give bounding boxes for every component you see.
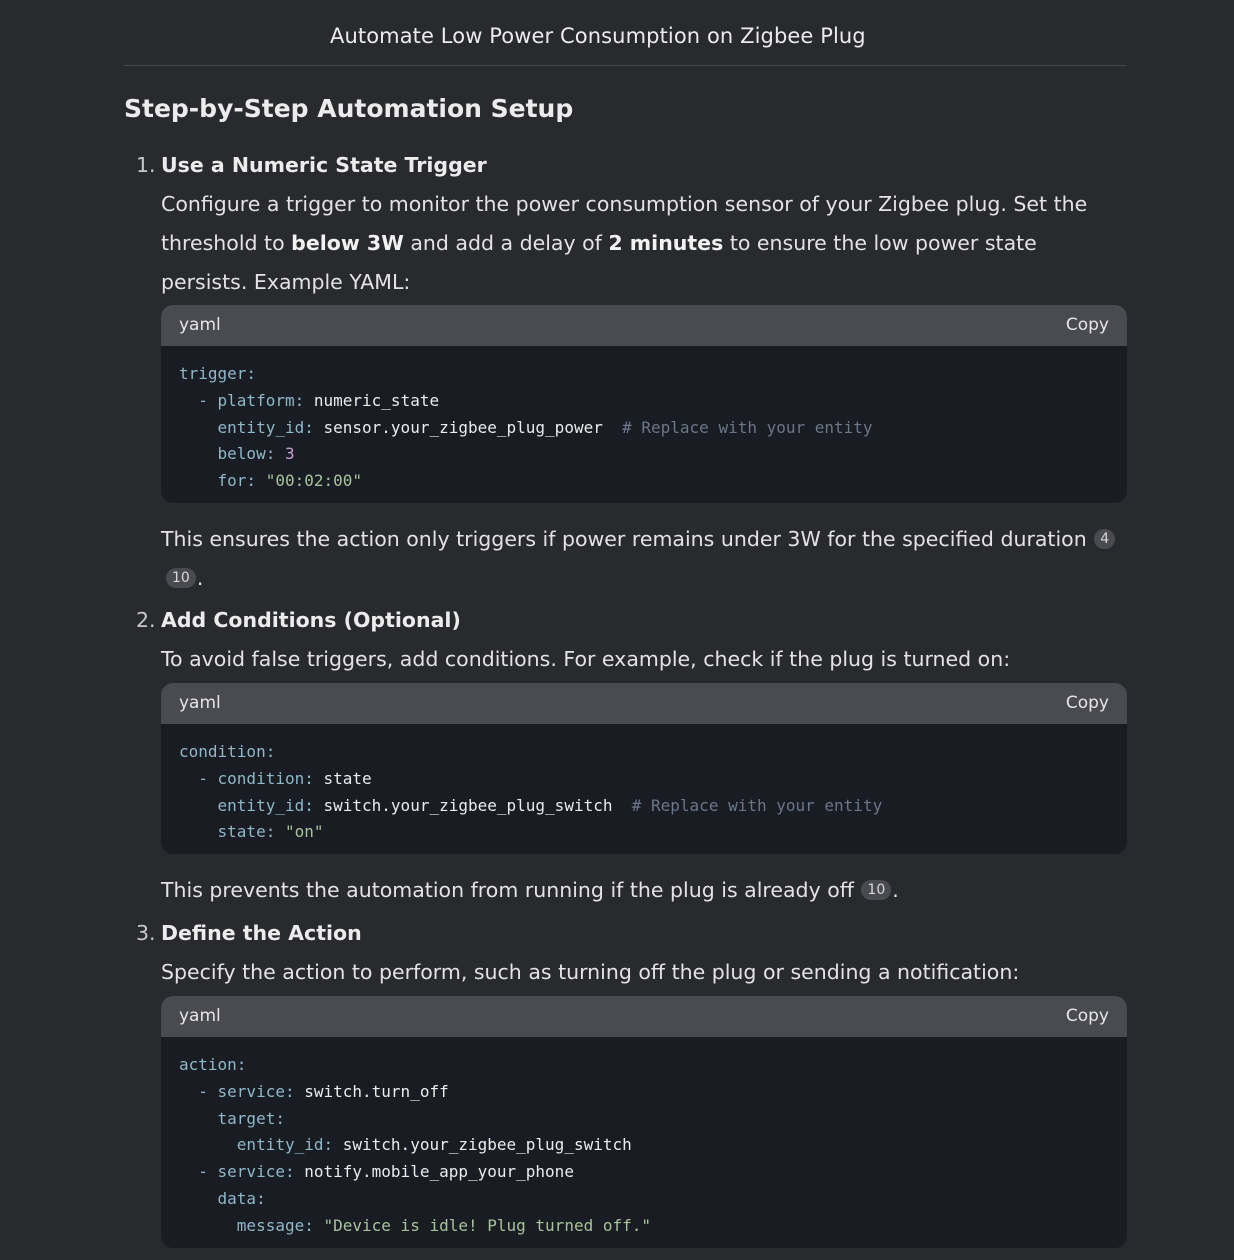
code-value: state <box>313 768 372 788</box>
code-key: data: <box>217 1188 266 1208</box>
code-content <box>161 346 1127 495</box>
code-key: entity_id: <box>236 1135 334 1155</box>
code-line <box>179 739 1109 766</box>
step-title: Use a Numeric State Trigger <box>161 153 487 177</box>
code-block-header <box>161 683 1127 724</box>
step-description: Specify the action to perform, such as turning off the plug or sending a notification: <box>161 960 1020 984</box>
code-value: switch.your_zigbee_plug_switch <box>313 795 613 815</box>
code-content <box>161 1037 1127 1240</box>
code-indent <box>179 1109 218 1128</box>
copy-code-button[interactable]: Copy <box>1065 693 1109 713</box>
bold-text: below 3W <box>291 231 404 255</box>
conversation-header <box>124 0 1127 66</box>
text-run: to ensure the low power state persists. Example YAML: <box>161 231 1037 294</box>
text-run: and add a delay of <box>403 231 609 255</box>
code-line <box>179 1052 1109 1079</box>
citation-badge[interactable]: 10 <box>861 880 891 900</box>
step-note <box>161 520 1127 598</box>
code-indent <box>179 1082 198 1101</box>
text-run: . <box>892 878 899 902</box>
step-title: Add Conditions (Optional) <box>161 608 461 632</box>
code-line <box>179 1079 1109 1106</box>
code-indent <box>179 796 218 815</box>
copy-code-button[interactable]: Copy <box>1065 315 1109 335</box>
code-comment: # Replace with your entity <box>612 795 883 815</box>
text-run: This prevents the automation from running if the plug is already off <box>161 878 854 902</box>
code-key: service: <box>217 1162 295 1182</box>
code-line <box>179 819 1109 846</box>
code-language-label: yaml <box>179 1006 221 1026</box>
code-value: "on" <box>275 822 324 842</box>
copy-code-button[interactable]: Copy <box>1065 1006 1109 1026</box>
code-key: message: <box>236 1215 314 1235</box>
text-run: This ensures the action only triggers if power remains under 3W for the specified duration <box>161 527 1087 551</box>
code-indent <box>179 1216 237 1235</box>
code-list-dash: - <box>198 1081 218 1101</box>
code-indent <box>179 769 198 788</box>
code-key: trigger: <box>179 364 257 383</box>
code-block-header <box>161 305 1127 346</box>
code-value: sensor.your_zigbee_plug_power <box>313 417 603 437</box>
code-key: action: <box>179 1055 247 1074</box>
code-block-header <box>161 996 1127 1037</box>
code-line <box>179 1186 1109 1213</box>
code-block <box>161 305 1127 503</box>
code-indent <box>179 391 198 410</box>
text-run: Configure a trigger to monitor the power consumption sensor of your Zigbee plug. Set the threshold to <box>161 192 1088 255</box>
code-line <box>179 1159 1109 1186</box>
code-indent <box>179 471 218 490</box>
code-key: platform: <box>217 390 305 410</box>
code-value: "Device is idle! Plug turned off." <box>313 1215 652 1235</box>
code-block <box>161 683 1127 854</box>
code-key: condition: <box>217 768 314 788</box>
code-line <box>179 1132 1109 1159</box>
bold-text: 2 minutes <box>608 231 724 255</box>
code-value: numeric_state <box>304 390 440 410</box>
section-heading: Step-by-Step Automation Setup <box>124 94 574 123</box>
code-indent <box>179 1189 218 1208</box>
code-key: below: <box>217 444 276 464</box>
code-indent <box>179 444 218 463</box>
code-key: target: <box>217 1108 285 1128</box>
step-description: To avoid false triggers, add conditions. For example, check if the plug is turned on: <box>161 647 1011 671</box>
code-key: for: <box>217 471 257 491</box>
text-run: . <box>196 566 204 590</box>
step-number: 2. <box>136 608 156 632</box>
code-key: state: <box>217 822 276 842</box>
step-number: 1. <box>136 153 156 177</box>
conversation-title: Automate Low Power Consumption on Zigbee Plug <box>330 24 866 48</box>
code-value: switch.your_zigbee_plug_switch <box>333 1135 632 1155</box>
code-list-dash: - <box>198 768 218 788</box>
code-block <box>161 996 1127 1248</box>
code-value: notify.mobile_app_your_phone <box>294 1162 574 1182</box>
code-line <box>179 441 1109 468</box>
code-line <box>179 415 1109 442</box>
citation-badge[interactable]: 10 <box>166 568 196 588</box>
code-language-label: yaml <box>179 693 221 713</box>
citation-badge[interactable]: 4 <box>1094 529 1115 549</box>
code-key: condition: <box>179 742 276 761</box>
code-value: 3 <box>275 444 295 464</box>
code-indent <box>179 1135 237 1154</box>
code-line <box>179 793 1109 820</box>
code-line <box>179 1106 1109 1133</box>
code-value: "00:02:00" <box>256 471 363 491</box>
code-key: service: <box>217 1081 295 1101</box>
code-list-dash: - <box>198 390 218 410</box>
code-comment: # Replace with your entity <box>602 417 873 437</box>
code-value: switch.turn_off <box>294 1081 449 1101</box>
step-number: 3. <box>136 921 156 945</box>
code-indent <box>179 1162 198 1181</box>
code-content <box>161 724 1127 846</box>
step-note <box>161 871 1127 910</box>
step-description <box>161 185 1127 302</box>
code-language-label: yaml <box>179 315 221 335</box>
code-key: entity_id: <box>217 795 314 815</box>
code-indent <box>179 822 218 841</box>
code-line <box>179 468 1109 495</box>
code-key: entity_id: <box>217 417 314 437</box>
code-line <box>179 388 1109 415</box>
code-line <box>179 766 1109 793</box>
code-list-dash: - <box>198 1162 218 1182</box>
code-indent <box>179 418 218 437</box>
step-title: Define the Action <box>161 921 362 945</box>
code-line <box>179 1213 1109 1240</box>
code-line <box>179 361 1109 388</box>
